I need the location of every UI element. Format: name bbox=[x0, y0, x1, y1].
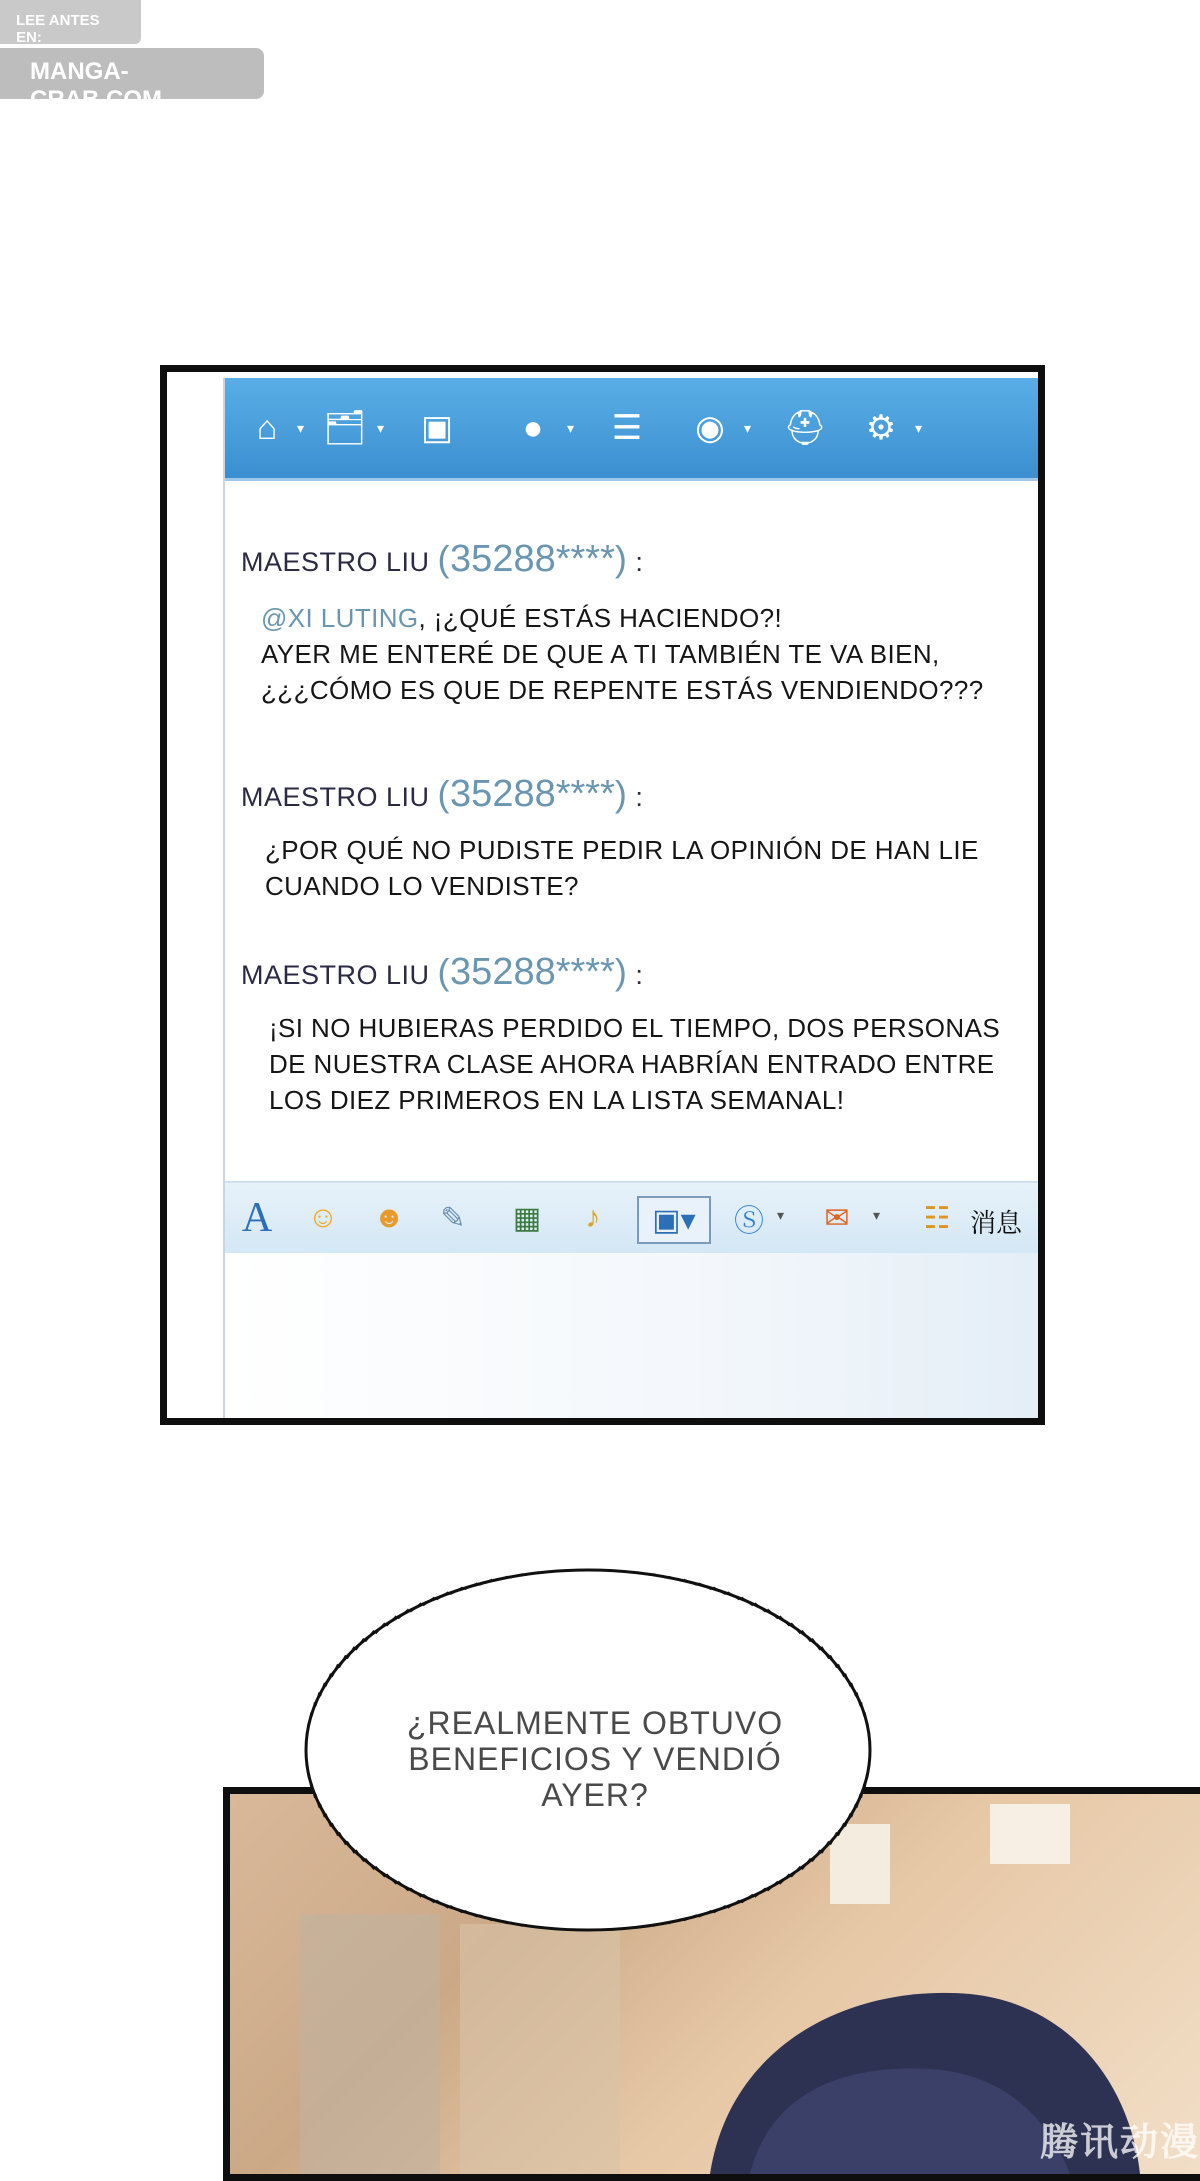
save-icon[interactable]: ▣ bbox=[417, 408, 457, 448]
publisher-watermark: 腾讯动漫 bbox=[1040, 2111, 1200, 2166]
message-header: MAESTRO LIU (35288****) : bbox=[241, 773, 643, 816]
sender-id: 35288**** bbox=[450, 538, 615, 580]
bubble-spike bbox=[605, 1929, 619, 1930]
message-input-area[interactable] bbox=[225, 1253, 1038, 1418]
webcam-icon[interactable]: ◉ bbox=[690, 408, 730, 448]
screenshot-icon[interactable]: ▣▾ bbox=[637, 1196, 711, 1244]
history-icon[interactable]: ☷ bbox=[915, 1196, 959, 1240]
message-history-label[interactable]: 消息 bbox=[970, 1203, 1022, 1240]
mention-link[interactable]: @XI LUTING bbox=[261, 603, 419, 633]
chevron-down-icon[interactable]: ▾ bbox=[744, 420, 751, 437]
image-icon[interactable]: ▦ bbox=[505, 1196, 549, 1240]
chevron-down-icon[interactable]: ▾ bbox=[873, 1207, 880, 1224]
font-icon[interactable]: A bbox=[235, 1196, 279, 1240]
sender-id: 35288**** bbox=[450, 773, 615, 815]
thought-bubble-text: ¿REALMENTE OBTUVO BENEFICIOS Y VENDIÓ AYER? bbox=[380, 1705, 810, 1813]
bubble-spike bbox=[557, 1570, 571, 1571]
sogou-icon[interactable]: Ⓢ bbox=[727, 1196, 771, 1240]
chat-panel bbox=[160, 365, 1045, 1425]
gear-icon[interactable]: ⚙ bbox=[861, 408, 901, 448]
note-add-icon[interactable]: ☰ bbox=[607, 408, 647, 448]
chevron-down-icon[interactable]: ▾ bbox=[777, 1207, 784, 1224]
message-body: ¿POR QUÉ NO PUDISTE PEDIR LA OPINIÓN DE HAN LIE CUANDO LO VENDISTE? bbox=[265, 832, 979, 904]
hat-icon[interactable]: ⛑ bbox=[785, 408, 825, 448]
message-body: @XI LUTING, ¡¿QUÉ ESTÁS HACIENDO?! AYER ME ENTERÉ DE QUE A TI TAMBIÉN TE VA BIEN, ¿¿¿CÓMO ES QUE DE REPENTE ESTÁS VENDIENDO??? bbox=[261, 600, 984, 708]
sender-name: MAESTRO LIU bbox=[241, 782, 430, 812]
bubble-spike bbox=[557, 1929, 571, 1930]
chevron-down-icon[interactable]: ▾ bbox=[297, 420, 304, 437]
bubble-spike bbox=[869, 1733, 870, 1747]
message-header: MAESTRO LIU (35288****) : bbox=[241, 951, 643, 994]
watermark-site[interactable]: MANGA-CRAB.COM bbox=[0, 48, 264, 99]
gift-icon[interactable]: ✉ bbox=[815, 1196, 859, 1240]
emoji-icon[interactable]: ☺ bbox=[301, 1196, 345, 1240]
chevron-down-icon[interactable]: ▾ bbox=[377, 420, 384, 437]
watermark-label: LEE ANTES EN: bbox=[0, 0, 141, 44]
edit-icon[interactable]: ✎ bbox=[431, 1196, 475, 1240]
message-body: ¡SI NO HUBIERAS PERDIDO EL TIEMPO, DOS PERSONAS DE NUESTRA CLASE AHORA HABRÍAN ENTRADO ENTRE LOS DIEZ PRIMEROS EN LA LISTA SEMANAL! bbox=[269, 1010, 1000, 1118]
chevron-down-icon[interactable]: ▾ bbox=[915, 420, 922, 437]
chevron-down-icon[interactable]: ▾ bbox=[567, 420, 574, 437]
sender-name: MAESTRO LIU bbox=[241, 547, 430, 577]
sender-id: 35288**** bbox=[450, 951, 615, 993]
magic-emoji-icon[interactable]: ☻ bbox=[367, 1196, 411, 1240]
chat-window bbox=[223, 378, 1038, 1418]
bubble-spike bbox=[605, 1570, 619, 1571]
format-toolbar bbox=[225, 1181, 1038, 1253]
voice-icon[interactable]: ● bbox=[513, 408, 553, 448]
sender-name: MAESTRO LIU bbox=[241, 960, 430, 990]
chat-toolbar bbox=[225, 378, 1038, 481]
folder-share-icon[interactable]: 🗂 bbox=[325, 408, 365, 448]
message-header: MAESTRO LIU (35288****) : bbox=[241, 538, 643, 581]
shake-icon[interactable]: ♪ bbox=[571, 1196, 615, 1240]
home-icon[interactable]: ⌂ bbox=[247, 408, 287, 448]
